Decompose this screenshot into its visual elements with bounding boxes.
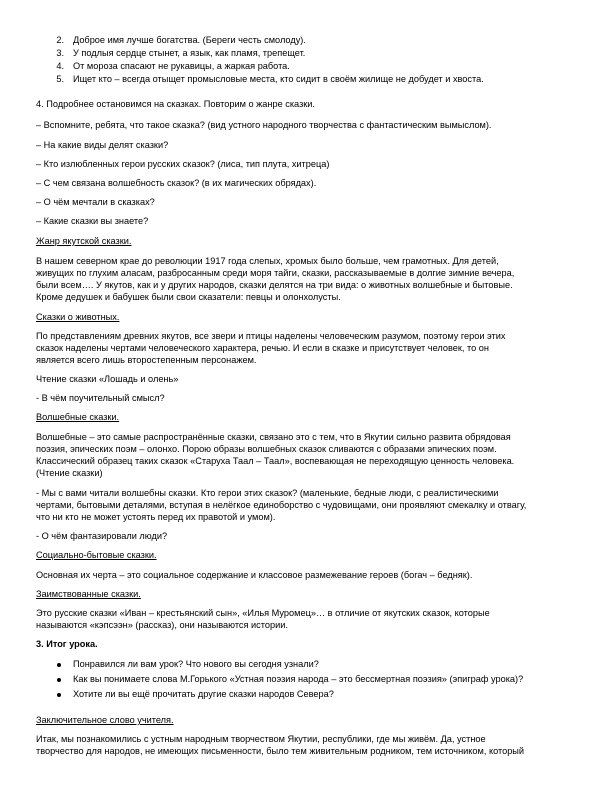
question-line: – Кто излюбленных герои русских сказок? (лиса, тип плута, хитреца) (36, 159, 330, 169)
bullet-icon (57, 663, 61, 667)
question-line: - О чём фантазировали люди? (36, 531, 168, 541)
list-item: Ищет кто – всегда отыщет промысловые места, кто сидит в своём жилище не добудет и хвоста. (73, 74, 484, 84)
paragraph-line: творчество для народов, не имеющих письменности, было тем живительным родником, тем источником, который (36, 746, 525, 756)
paragraph-line: Классический образец таких сказок «Старуха Таал – Таал», воспевающая не переходящую ценность человека. (36, 456, 515, 466)
list-number: 4. (56, 61, 64, 71)
paragraph-line: - Мы с вами читали волшебны сказки. Кто герои этих сказок? (маленькие, бедные люди, с реалистическими (36, 488, 499, 498)
question-line: – Вспомните, ребята, что такое сказка? (вид устного народного творчества с фантастическим вымыслом). (36, 120, 492, 130)
paragraph-line: поэзия, эпических поэм – олонхо. Порою образы волшебных сказок сливаются с образами эпических поэм. (36, 444, 497, 454)
paragraph-line: были всем…. У якутов, как и у других народов, сказки делятся на три вида: о животных волшебные и бытовые. (36, 280, 513, 290)
final-heading: Заключительное слово учителя. (36, 715, 174, 725)
paragraph-line: живущих по глухим аласам, разбросанным среди моря тайги, сказки, рассказываемые в долгие зимние вечера, (36, 268, 515, 278)
reading-line: Чтение сказки «Лошадь и олень» (36, 374, 179, 384)
paragraph-line: По представлениям древних якутов, все звери и птицы наделены человеческим разумом, поэтому герои этих (36, 331, 506, 341)
summary-item: Понравился ли вам урок? Что нового вы сегодня узнали? (73, 659, 319, 669)
list-number: 2. (56, 35, 64, 45)
paragraph-line: В нашем северном крае до революции 1917 года слепых, хромых было больше, чем грамотных. Для детей, (36, 256, 499, 266)
bullet-icon (57, 678, 61, 682)
summary-title: 3. Итог урока. (36, 639, 98, 649)
paragraph-line: Волшебные – это самые распространённые сказки, связано это с тем, что в Якутии сильно развита обрядовая (36, 432, 511, 442)
question-line: – С чем связана волшебность сказок? (в их магических обрядах). (36, 178, 317, 188)
section-title: 4. Подробнее остановимся на сказках. Повторим о жанре сказки. (36, 99, 315, 109)
paragraph-line: (Чтение сказки) (36, 468, 103, 478)
paragraph-line: Это русские сказки «Иван – крестьянский сын», «Илья Муромец»… в отличие от якутских сказок, которые (36, 608, 490, 618)
question-line: – На какие виды делят сказки? (36, 140, 169, 150)
social-heading: Социально-бытовые сказки. (36, 550, 157, 560)
list-item: От мороза спасают не рукавицы, а жаркая работа. (73, 61, 290, 71)
list-number: 3. (56, 48, 64, 58)
magic-heading: Волшебные сказки. (36, 412, 120, 422)
paragraph-line: сказок наделены чертами человеческого характера, речью. И если в сказке и присутствует человек, то он (36, 343, 489, 353)
paragraph-line: Основная их черта – это социальное содержание и классовое размежевание героев (богач – бедняк). (36, 570, 473, 580)
paragraph-line: является всего лишь второстепенным персонажем. (36, 355, 257, 365)
genre-heading: Жанр якутской сказки. (36, 236, 132, 246)
paragraph-line: чертами, бытовыми деталями, вступая в нелёгкое единоборство с чудовищами, они проявляют смекалку и отвагу, (36, 500, 527, 510)
list-item: Доброе имя лучше богатства. (Береги честь смолоду). (73, 35, 306, 45)
question-line: – О чём мечтали в сказках? (36, 197, 155, 207)
paragraph-line: что ни кто не может устоять перед их правотой и умом). (36, 512, 276, 522)
question-line: - В чём поучительный смысл? (36, 393, 165, 403)
list-item: У подлыя сердце стынет, а язык, как пламя, трепещет. (73, 48, 306, 58)
list-number: 5. (56, 74, 64, 84)
borrowed-heading: Заимствованные сказки. (36, 589, 141, 599)
animals-heading: Сказки о животных. (36, 312, 120, 322)
paragraph-line: Кроме дедушек и бабушек были свои сказатели: певцы и олонхолусты. (36, 292, 341, 302)
bullet-icon (57, 693, 61, 697)
summary-item: Хотите ли вы ещё прочитать другие сказки народов Севера? (73, 689, 334, 699)
summary-item: Как вы понимаете слова М.Горького «Устная поэзия народа – это бессмертная поэзия» (эпиграф урока)? (73, 674, 524, 684)
paragraph-line: называются «кэпсээн» (рассказ), они называются истории. (36, 620, 288, 630)
question-line: – Какие сказки вы знаете? (36, 216, 149, 226)
paragraph-line: Итак, мы познакомились с устным народным творчеством Якутии, республики, где мы живём. Да, устное (36, 734, 486, 744)
